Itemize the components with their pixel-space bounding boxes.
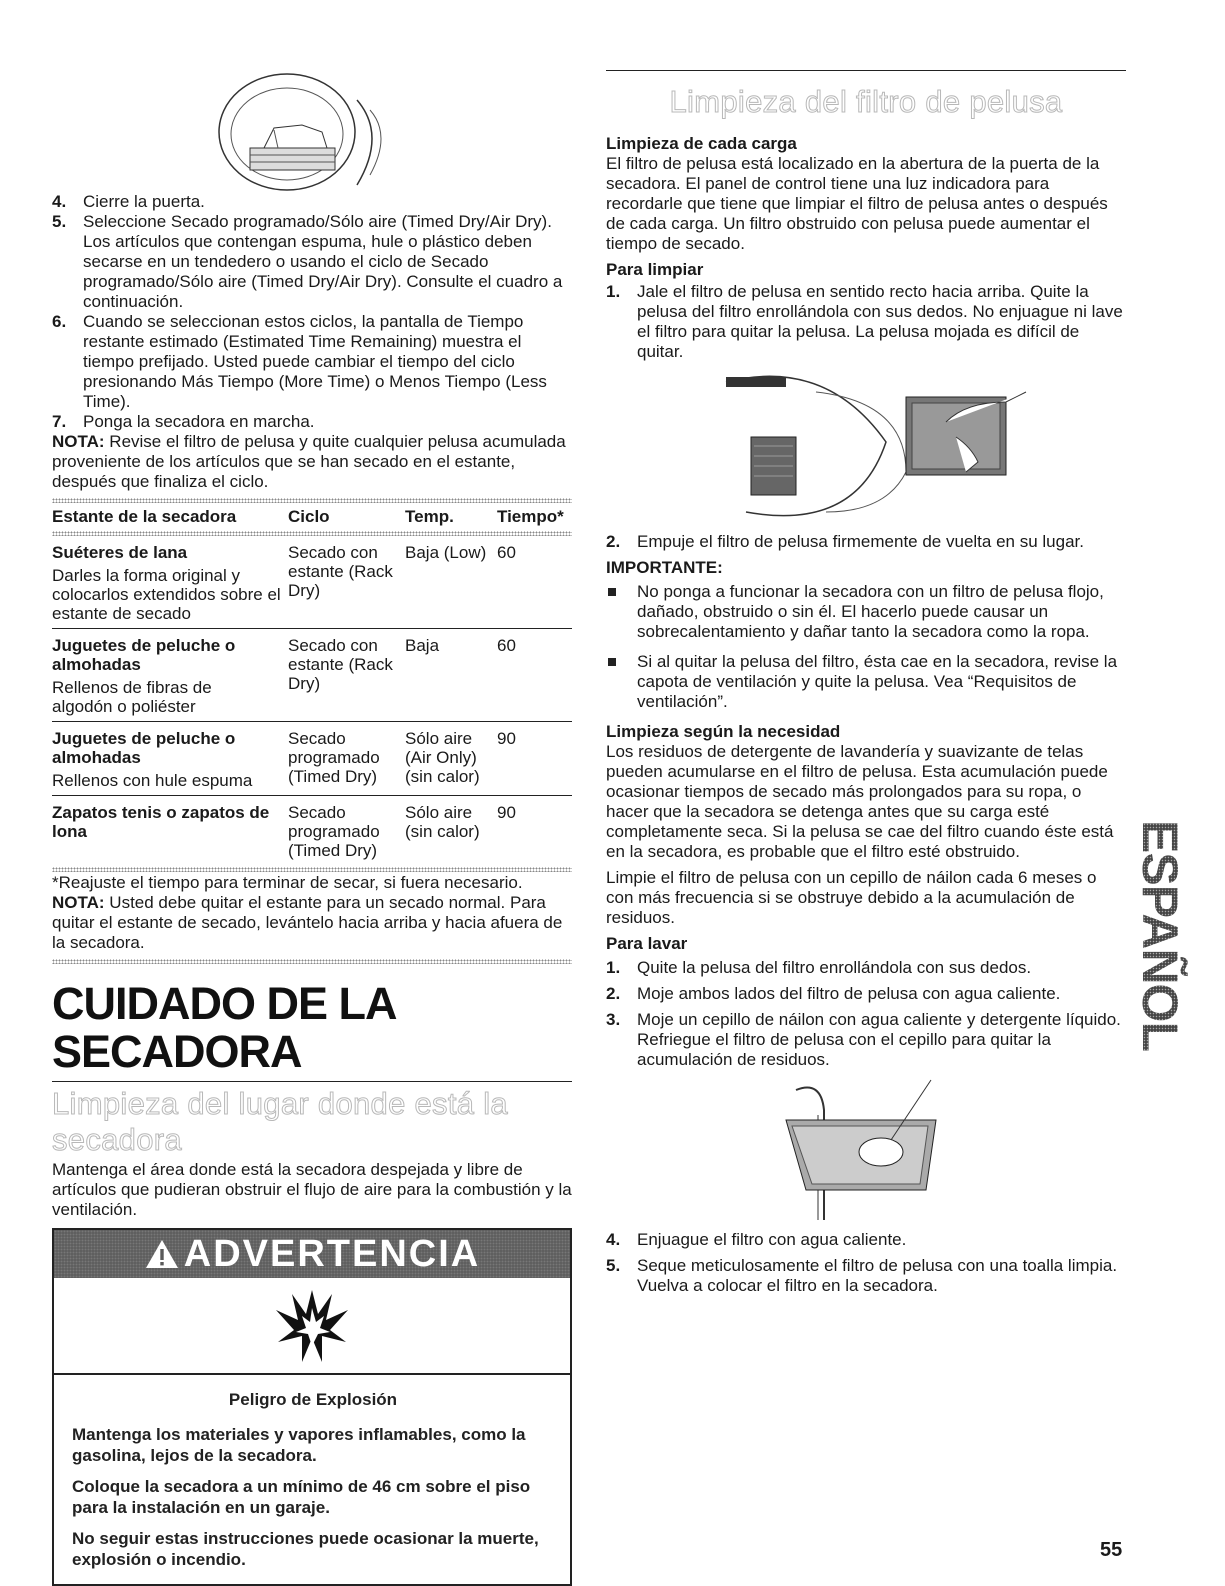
- temp-cell: Baja (Low): [405, 543, 487, 562]
- bullet-item: [606, 652, 1126, 712]
- table-row: [52, 722, 572, 796]
- time-cell: 60: [497, 543, 516, 562]
- time-cell: 90: [497, 722, 572, 796]
- step-text: Cuando se seleccionan estos ciclos, la pantalla de Tiempo restante estimado (Estimated Time Remaining) muestra el tiempo prefijado. Usted puede cambiar el tiempo del ciclo presionando Más Tiempo (More Time) o Menos Tiempo (Less Time).: [83, 312, 547, 411]
- clean-steps: [606, 282, 1126, 362]
- item-description: Rellenos de fibras de algodón o poliéster: [52, 678, 212, 716]
- step-text: Cierre la puerta.: [83, 192, 205, 211]
- section-rule: [52, 959, 572, 964]
- step-number: 1.: [606, 958, 621, 977]
- step-item: [606, 958, 1126, 978]
- side-tab-label: ESPAÑOL: [1132, 820, 1188, 1051]
- dryer-rack-illustration: [52, 70, 572, 190]
- footnote: *Reajuste el tiempo para terminar de secar, si fuera necesario.: [52, 873, 523, 892]
- dryer-rack-drawing: [52, 70, 572, 195]
- clean-steps-2: [606, 532, 1126, 552]
- subheading-to-wash: Para lavar: [606, 934, 688, 953]
- cycle-cell: Secado programado (Timed Dry): [288, 796, 405, 866]
- item-title: Juguetes de peluche o almohadas: [52, 636, 236, 674]
- item-title: Zapatos tenis o zapatos de lona: [52, 803, 270, 841]
- time-cell: 60: [497, 629, 572, 722]
- step-text: Moje un cepillo de náilon con agua caliente y detergente líquido. Refriegue el filtro de pelusa con el cepillo para quitar la acumulación de residuos.: [637, 1010, 1121, 1069]
- step-number: 2.: [606, 984, 621, 1003]
- step-text: Seleccione Secado programado/Sólo aire (Timed Dry/Air Dry). Los artículos que contengan espuma, hule o plástico deben secarse en un tendedero o usando el ciclo de Secado programado/Sólo aire (Timed Dry/Air Dry). Consulte el cuadro a continuación.: [83, 212, 563, 311]
- bullet-square-icon: [608, 588, 616, 596]
- rack-dry-table: [52, 503, 572, 865]
- table-header-cell: Estante de la secadora: [52, 507, 237, 526]
- area-cleaning-text: Mantenga el área donde está la secadora despejada y libre de artículos que pudieran obstruir el flujo de aire para la combustión y la ventilación.: [52, 1160, 572, 1219]
- page-main-title: CUIDADO DE LA SECADORA: [52, 978, 395, 1077]
- warning-line: Coloque la secadora a un mínimo de 46 cm sobre el piso para la instalación en un garaje.: [72, 1477, 531, 1517]
- bullet-text: Si al quitar la pelusa del filtro, ésta cae en la secadora, revise la capota de ventilación y quite la pelusa. Vea “Requisitos de ventilación”.: [637, 652, 1118, 711]
- warning-icon-area: [54, 1278, 570, 1375]
- filter-washing-drawing: [606, 1070, 1126, 1230]
- step-number: 7.: [52, 412, 67, 431]
- language-side-tab: [1131, 818, 1191, 1058]
- bullet-square-icon: [608, 658, 616, 666]
- step-text: Quite la pelusa del filtro enrollándola con sus dedos.: [637, 958, 1032, 977]
- warning-line: Mantenga los materiales y vapores inflamables, como la gasolina, lejos de la secadora.: [72, 1425, 526, 1465]
- step-text: Seque meticulosamente el filtro de pelusa con una toalla limpia. Vuelva a colocar el filtro en la secadora.: [637, 1256, 1118, 1295]
- bullet-item: [606, 582, 1126, 642]
- warning-line: No seguir estas instrucciones puede ocasionar la muerte, explosión o incendio.: [72, 1529, 539, 1569]
- subheading-each-load: Limpieza de cada carga: [606, 134, 797, 153]
- warning-title: Peligro de Explosión: [228, 1390, 398, 1409]
- page-number: 55: [1100, 1539, 1123, 1561]
- step-number: 4.: [52, 192, 67, 211]
- step-number: 3.: [606, 1010, 621, 1029]
- step-item: [52, 312, 572, 412]
- step-number: 5.: [52, 212, 67, 231]
- left-column: [52, 70, 572, 1586]
- step-text: Jale el filtro de pelusa en sentido recto hacia arriba. Quite la pelusa del filtro enrollándola con sus dedos. No enjuague ni lave el filtro para quitar la pelusa. La pelusa mojada es difícil de quitar.: [637, 282, 1123, 361]
- table-row: [52, 629, 572, 722]
- right-column-top-rule: [606, 70, 1126, 71]
- item-title: Suéteres de lana: [52, 543, 188, 562]
- side-tab-graphic: [1131, 818, 1191, 1058]
- table-header-row: [52, 503, 572, 531]
- step-number: 6.: [52, 312, 67, 331]
- title-underline: [52, 1081, 572, 1082]
- wash-steps-2: [606, 1230, 1126, 1296]
- step-number: 2.: [606, 532, 621, 551]
- warning-body: [54, 1375, 570, 1584]
- as-needed-text-2: Limpie el filtro de pelusa con un cepillo de náilon cada 6 meses o con más frecuencia si se obstruye debido a la acumulación de residuos.: [606, 868, 1097, 927]
- note-remove-rack: [52, 893, 572, 953]
- step-number: 5.: [606, 1256, 621, 1275]
- step-item: [606, 532, 1126, 552]
- item-description: Darles la forma original y colocarlos extendidos sobre el estante de secado: [52, 566, 281, 623]
- step-text: Moje ambos lados del filtro de pelusa con agua caliente.: [637, 984, 1061, 1003]
- bullet-text: No ponga a funcionar la secadora con un filtro de pelusa flojo, dañado, obstruido o sin él. El hacerlo puede causar un sobrecalentamiento y dañar tanto la secadora como la ropa.: [637, 582, 1104, 641]
- step-number: 1.: [606, 282, 621, 301]
- warning-triangle-icon: [144, 1238, 180, 1270]
- temp-cell: Sólo aire (sin calor): [405, 796, 497, 866]
- step-item: [606, 1010, 1126, 1070]
- table-header-cell: Tiempo*: [497, 507, 564, 526]
- table-bottom-rule: [52, 867, 572, 872]
- subheading-to-clean: Para limpiar: [606, 260, 704, 279]
- note-text: Usted debe quitar el estante para un secado normal. Para quitar el estante de secado, levántelo hacia arriba y hacia afuera de la secadora.: [52, 893, 563, 952]
- step-item: [606, 984, 1126, 1004]
- note-label: NOTA:: [52, 893, 105, 912]
- explosion-icon: [272, 1286, 352, 1366]
- filter-wash-illustration: [606, 1070, 1126, 1230]
- item-description: Rellenos con hule espuma: [52, 771, 253, 790]
- note-rack-lint: [52, 432, 572, 492]
- step-text: Ponga la secadora en marcha.: [83, 412, 315, 431]
- time-cell: 90: [497, 796, 572, 866]
- step-number: 4.: [606, 1230, 621, 1249]
- warning-box: [52, 1228, 572, 1586]
- step-item: [52, 412, 572, 432]
- item-title: Juguetes de peluche o almohadas: [52, 729, 236, 767]
- subheading-important: IMPORTANTE:: [606, 558, 723, 577]
- cycle-cell: Secado con estante (Rack Dry): [288, 543, 393, 600]
- important-bullets: [606, 582, 1126, 712]
- step-text: Empuje el filtro de pelusa firmemente de vuelta en su lugar.: [637, 532, 1084, 551]
- temp-cell: Sólo aire (Air Only) (sin calor): [405, 722, 497, 796]
- step-item: [606, 282, 1126, 362]
- drying-steps: [52, 192, 572, 432]
- step-text: Enjuague el filtro con agua caliente.: [637, 1230, 907, 1249]
- warning-header-text: ADVERTENCIA: [183, 1233, 481, 1275]
- right-column: [606, 84, 1126, 1296]
- table-row: [52, 796, 572, 866]
- note-label: NOTA:: [52, 432, 105, 451]
- table-header-cell: Ciclo: [288, 507, 330, 526]
- warning-header: [54, 1230, 570, 1278]
- lint-filter-illustration: [606, 362, 1126, 532]
- wash-steps: [606, 958, 1126, 1070]
- section-heading-lint-filter: Limpieza del filtro de pelusa: [669, 84, 1063, 119]
- step-item: [606, 1256, 1126, 1296]
- step-item: [52, 192, 572, 212]
- note-text: Revise el filtro de pelusa y quite cualquier pelusa acumulada proveniente de los artículos que se han secado en el estante, después que finaliza el ciclo.: [52, 432, 566, 491]
- cycle-cell: Secado con estante (Rack Dry): [288, 629, 405, 722]
- step-item: [606, 1230, 1126, 1250]
- step-item: [52, 212, 572, 312]
- table-header-cell: Temp.: [405, 507, 454, 526]
- lint-filter-removal-drawing: [606, 362, 1126, 532]
- each-load-text: El filtro de pelusa está localizado en la abertura de la puerta de la secadora. El panel de control tiene una luz indicadora para recordarle que tiene que limpiar el filtro de pelusa antes o después de cada carga. Un filtro obstruido con pelusa puede aumentar el tiempo de secado.: [606, 154, 1108, 253]
- section-heading-area-cleaning: Limpieza del lugar donde está la secadora: [52, 1086, 508, 1157]
- as-needed-text: Los residuos de detergente de lavandería y suavizante de telas pueden acumularse en el filtro de pelusa. Esta acumulación puede ocasionar tiempos de secado más prolongados para su ropa, o hacer que la secadora se detenga antes que su carga esté completamente seca. Si la pelusa se cae del filtro cuando éste está en la secadora, es probable que el filtro esté obstruido.: [606, 742, 1114, 861]
- temp-cell: Baja: [405, 629, 497, 722]
- subheading-as-needed: Limpieza según la necesidad: [606, 722, 841, 741]
- table-row: [52, 536, 572, 629]
- cycle-cell: Secado programado (Timed Dry): [288, 722, 405, 796]
